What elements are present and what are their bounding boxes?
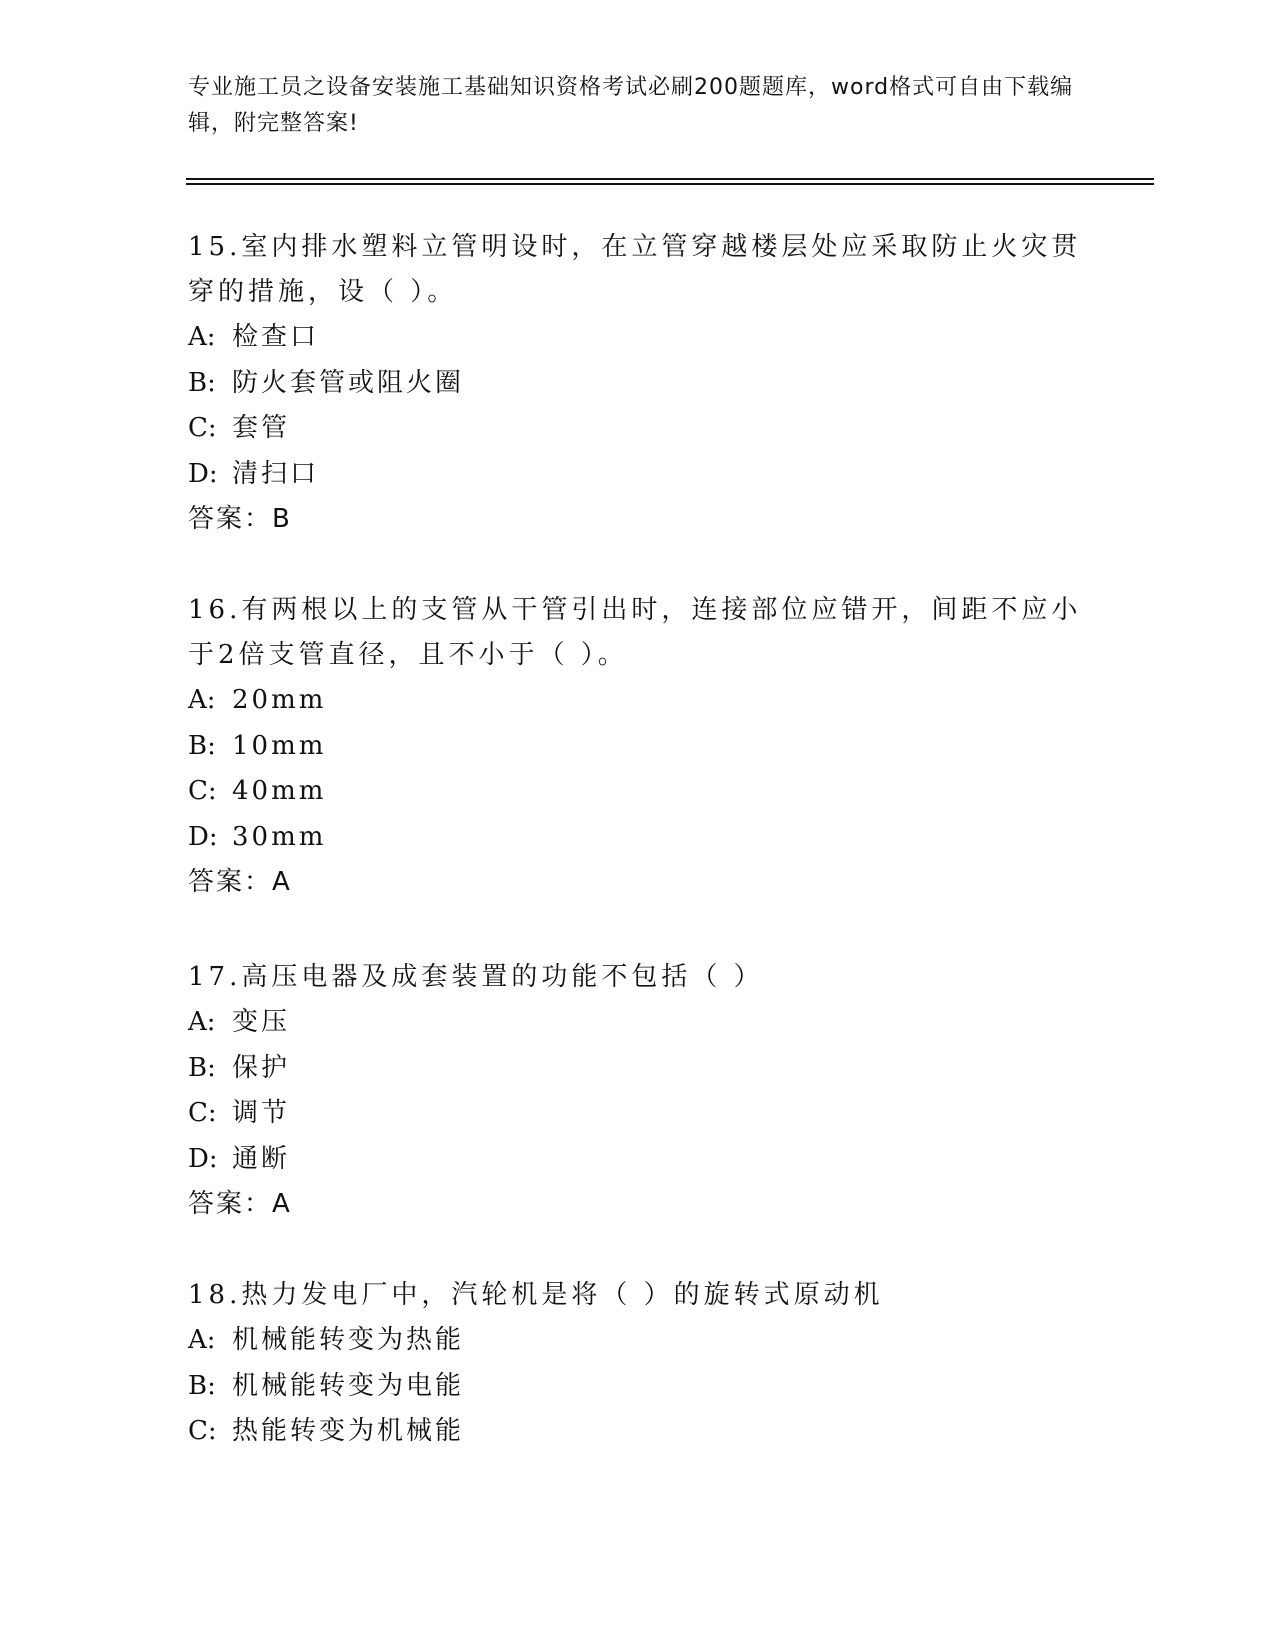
header-divider-bottom bbox=[186, 183, 1154, 185]
question-15 bbox=[188, 225, 1088, 542]
answer-line: 答案：B bbox=[188, 504, 292, 534]
option-key: A: bbox=[188, 1325, 216, 1355]
answer-line: 答案：A bbox=[188, 867, 292, 897]
question-stem: 18.热力发电厂中，汽轮机是将（ ）的旋转式原动机 bbox=[188, 1280, 884, 1310]
option-a bbox=[188, 315, 1088, 361]
header-divider-top bbox=[186, 178, 1154, 180]
question-16 bbox=[188, 588, 1088, 905]
option-key: B: bbox=[188, 367, 216, 398]
option-key: C: bbox=[188, 1098, 217, 1128]
option-key: B: bbox=[188, 1052, 216, 1083]
option-a bbox=[188, 1000, 1088, 1046]
option-text: 30mm bbox=[232, 821, 327, 852]
option-key: D: bbox=[188, 458, 218, 489]
option-text: 机械能转变为电能 bbox=[232, 1370, 465, 1401]
option-b bbox=[188, 1364, 1088, 1410]
option-key: B: bbox=[188, 1370, 216, 1401]
option-b bbox=[188, 724, 1088, 770]
option-key: A: bbox=[188, 685, 216, 715]
option-text: 40mm bbox=[232, 776, 327, 806]
option-a bbox=[188, 678, 1088, 724]
option-text: 机械能转变为热能 bbox=[232, 1325, 465, 1355]
option-key: D: bbox=[188, 821, 218, 852]
option-c bbox=[188, 769, 1088, 815]
answer-line: 答案：A bbox=[188, 1189, 292, 1219]
option-text: 热能转变为机械能 bbox=[232, 1416, 465, 1446]
option-key: C: bbox=[188, 776, 217, 806]
option-key: C: bbox=[188, 1416, 217, 1446]
option-text: 变压 bbox=[232, 1007, 291, 1037]
option-text: 通断 bbox=[232, 1143, 291, 1174]
option-a bbox=[188, 1318, 1088, 1364]
option-text: 检查口 bbox=[232, 322, 320, 352]
option-c bbox=[188, 406, 1088, 452]
option-text: 清扫口 bbox=[232, 458, 320, 489]
question-18 bbox=[188, 1273, 1088, 1455]
option-key: B: bbox=[188, 730, 216, 761]
option-text: 保护 bbox=[232, 1052, 291, 1083]
option-c bbox=[188, 1409, 1088, 1455]
option-key: A: bbox=[188, 322, 216, 352]
question-stem: 15.室内排水塑料立管明设时，在立管穿越楼层处应采取防止火灾贯穿的措施，设（ ）。 bbox=[188, 232, 1082, 307]
option-text: 套管 bbox=[232, 413, 291, 443]
option-key: D: bbox=[188, 1143, 218, 1174]
option-key: A: bbox=[188, 1007, 216, 1037]
option-d bbox=[188, 1137, 1088, 1183]
option-text: 20mm bbox=[232, 685, 327, 715]
document-header: 专业施工员之设备安装施工基础知识资格考试必刷200题题库，word格式可自由下载编辑，附完整答案! bbox=[188, 75, 1074, 136]
option-text: 10mm bbox=[232, 730, 327, 761]
question-stem: 17.高压电器及成套装置的功能不包括（ ） bbox=[188, 962, 764, 992]
option-c bbox=[188, 1091, 1088, 1137]
option-d bbox=[188, 452, 1088, 498]
question-stem: 16.有两根以上的支管从干管引出时，连接部位应错开，间距不应小于2倍支管直径，且不小于（ ）。 bbox=[188, 595, 1082, 670]
option-text: 防火套管或阻火圈 bbox=[232, 367, 465, 398]
option-text: 调节 bbox=[232, 1098, 291, 1128]
option-b bbox=[188, 1046, 1088, 1092]
option-d bbox=[188, 815, 1088, 861]
option-key: C: bbox=[188, 413, 217, 443]
option-b bbox=[188, 361, 1088, 407]
question-17 bbox=[188, 955, 1088, 1227]
